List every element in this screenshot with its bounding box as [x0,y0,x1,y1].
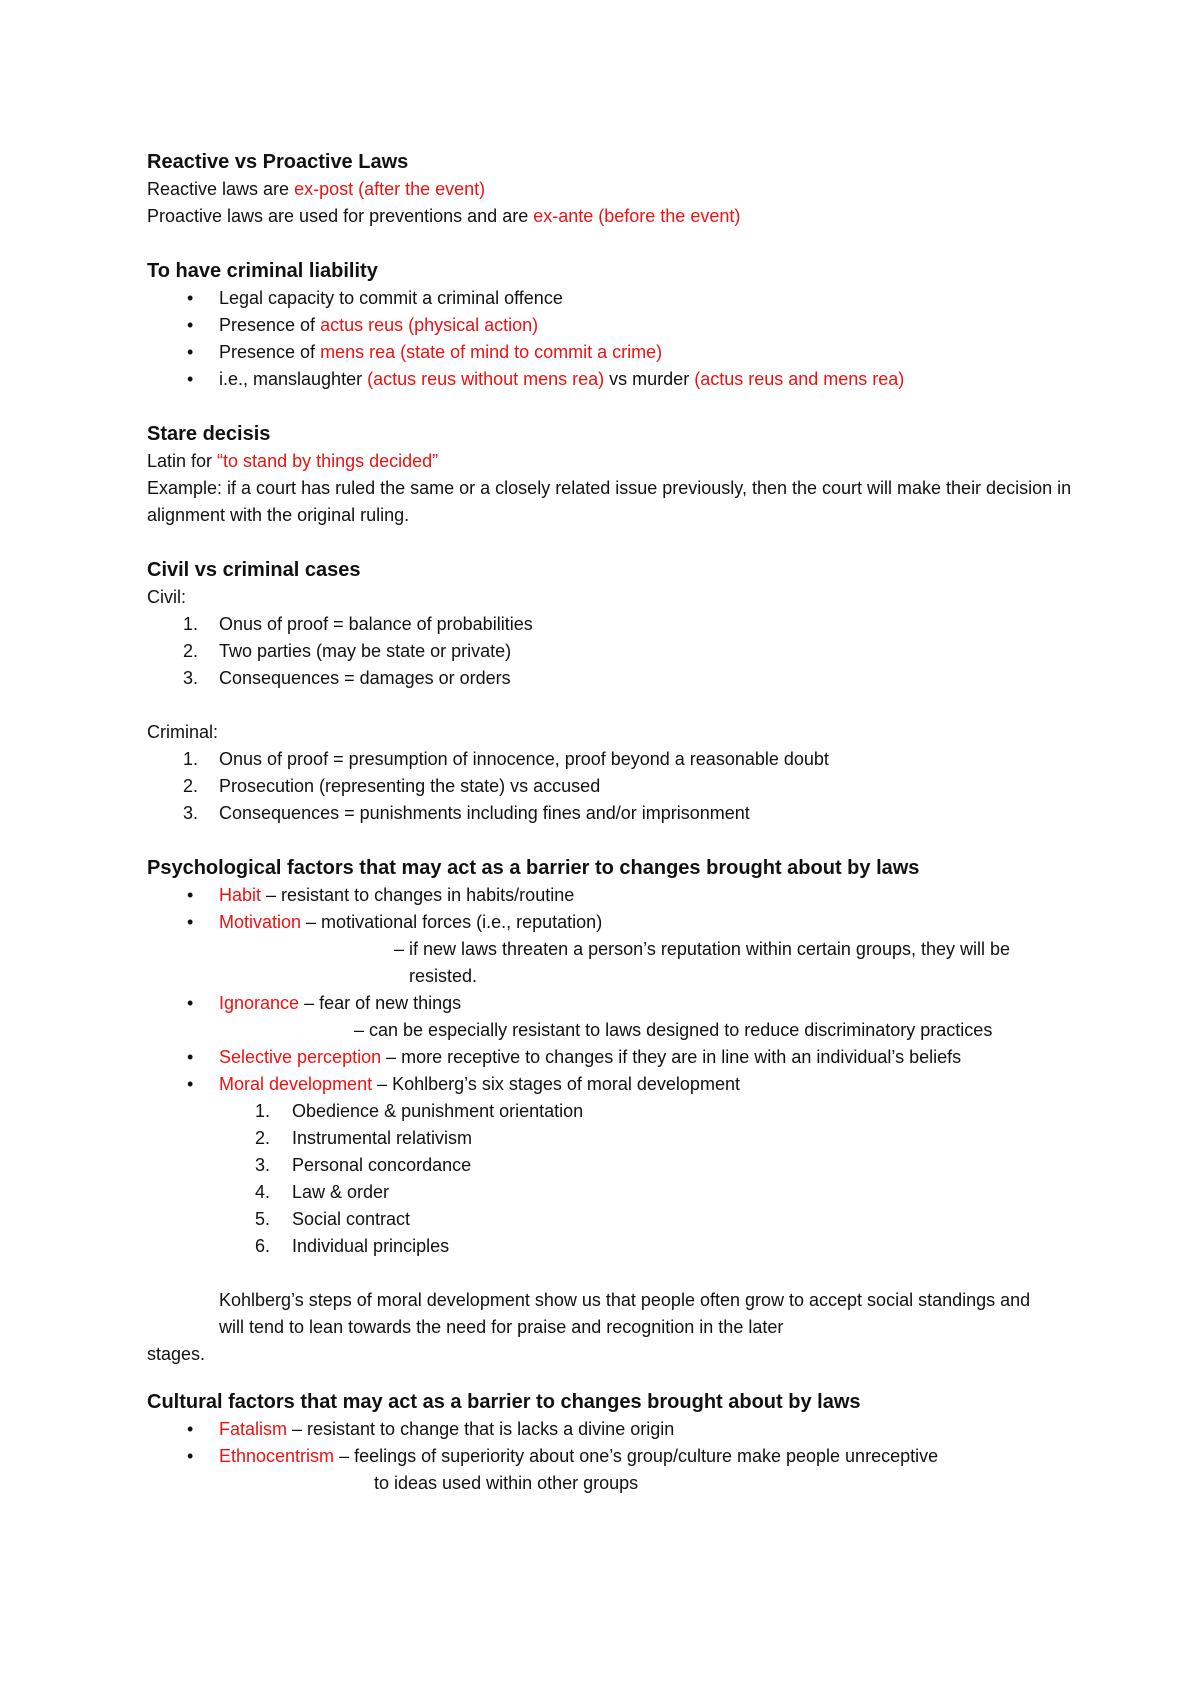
list-item: 2. Two parties (may be state or private) [183,641,512,661]
list-item: 3. Personal concordance [255,1155,472,1175]
bullet-icon: • [187,342,194,362]
bullet-icon: • [187,1074,194,1094]
heading-stare-decisis: Stare decisis [147,423,271,445]
latin-line: Latin for “to stand by things decided” [147,451,439,471]
criminal-list [147,746,1077,827]
list-item: • Moral development – Kohlberg’s six stages of moral development [147,1071,1077,1098]
liability-list [147,285,1077,393]
list-item: 5. Social contract [255,1209,411,1229]
list-item: 3. Consequences = damages or orders [183,668,511,688]
list-item: • Ignorance – fear of new things – can be especially resistant to laws designed to reduce discriminatory practices [147,990,1077,1044]
list-item: 2. Prosecution (representing the state) vs accused [183,776,601,796]
criminal-label: Criminal: [147,722,219,742]
heading-civil-criminal: Civil vs criminal cases [147,559,361,581]
kohlberg-paragraph-end: stages. [147,1344,206,1364]
reactive-line [147,176,1077,203]
bullet-icon: • [187,1047,194,1067]
cultural-list [147,1416,1077,1497]
list-item: • Motivation – motivational forces (i.e., reputation) – if new laws threaten a person’s reputation within certain groups, they will be resisted. [147,909,1077,990]
document-page [147,148,1077,1497]
list-item: 1. Onus of proof = balance of probabilities [183,614,533,634]
list-item: 6. Individual principles [255,1236,450,1256]
list-item: 3. Consequences = punishments including fines and/or imprisonment [183,803,750,823]
heading-psychological-factors: Psychological factors that may act as a barrier to changes brought about by laws [147,857,920,879]
text: Proactive laws are used for preventions and are [147,206,534,226]
list-item: • Habit – resistant to changes in habits/routine [147,882,1077,909]
list-item: • Selective perception – more receptive to changes if they are in line with an individual’s beliefs [147,1044,1077,1071]
highlight-text: ex-post (after the event) [294,179,486,199]
continuation-line: to ideas used within other groups [374,1473,639,1493]
proactive-line [147,203,1077,230]
bullet-icon: • [187,885,194,905]
kohlberg-paragraph: Kohlberg’s steps of moral development show us that people often grow to accept social standings and will tend to lean towards the need for praise and recognition in the later [219,1290,1031,1337]
list-item: 2. Instrumental relativism [255,1128,473,1148]
heading-cultural-factors: Cultural factors that may act as a barrier to changes brought about by laws [147,1391,861,1413]
continuation-line: – if new laws threaten a person’s reputation within certain groups, they will be [394,939,1011,959]
example-line: Example: if a court has ruled the same or a closely related issue previously, then the court will make their decision in alignment with the original ruling. [147,478,1072,525]
list-item: 1. Obedience & punishment orientation [255,1101,584,1121]
list-item: • Legal capacity to commit a criminal offence [147,285,1077,312]
kohlberg-stages-list [147,1098,1077,1260]
list-item: • Ethnocentrism – feelings of superiority about one’s group/culture make people unreceptive to ideas used within other groups [147,1443,1077,1497]
civil-label: Civil: [147,587,186,607]
psychological-list [147,882,1077,1098]
text: Reactive laws are [147,179,295,199]
list-item: 1. Onus of proof = presumption of innocence, proof beyond a reasonable doubt [183,749,829,769]
bullet-icon: • [187,1419,194,1439]
heading-criminal-liability: To have criminal liability [147,260,378,282]
civil-list [147,611,1077,692]
bullet-icon: • [187,1446,194,1466]
bullet-icon: • [187,288,194,308]
bullet-icon: • [187,369,194,389]
bullet-icon: • [187,315,194,335]
heading-reactive-proactive: Reactive vs Proactive Laws [147,151,409,173]
bullet-icon: • [187,912,194,932]
list-item: 4. Law & order [255,1182,390,1202]
list-item: • Presence of mens rea (state of mind to commit a crime) [147,339,1077,366]
list-item: • i.e., manslaughter (actus reus without mens rea) vs murder (actus reus and mens rea) [147,366,1077,393]
list-item: • Fatalism – resistant to change that is lacks a divine origin [147,1416,1077,1443]
list-item: • Presence of actus reus (physical action) [147,312,1077,339]
continuation-line: resisted. [409,966,478,986]
bullet-icon: • [187,993,194,1013]
highlight-text: ex-ante (before the event) [533,206,741,226]
continuation-line: – can be especially resistant to laws designed to reduce discriminatory practices [354,1020,993,1040]
